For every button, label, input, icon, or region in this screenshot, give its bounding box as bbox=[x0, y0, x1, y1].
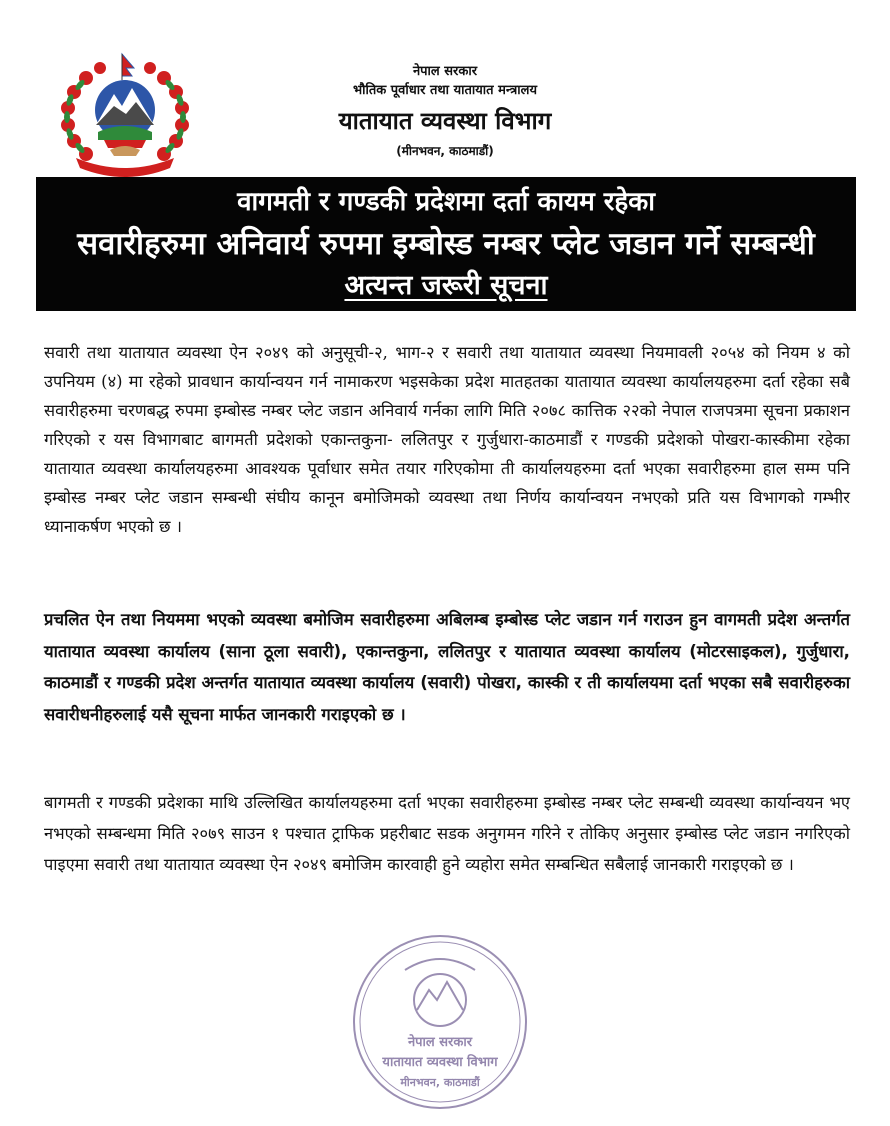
department-name: यातायात व्यवस्था विभाग bbox=[338, 107, 552, 135]
notice-title-banner bbox=[36, 177, 856, 311]
notice-paragraph-3: बागमती र गण्डकी प्रदेशका माथि उल्लिखित कार्यालयहरुमा दर्ता भएका सवारीहरुमा इम्बोस्ड नम्बर प्लेट सम्बन्धी व्यवस्था कार्यान्वयन भए नभएको सम्बन्धमा मिति २०७९ साउन १ पश्चात ट्राफिक प्रहरीबाट सडक अनुगमन गरिने र तोकिए अनुसार इम्बोस्ड प्लेट जडान नगरिएको पाइएमा सवारी तथा यातायात व्यवस्था ऐन २०४९ बमोजिम कारवाही हुने व्यहोरा समेत सम्बन्धित सबैलाई जानकारी गराइएको छ । bbox=[44, 793, 850, 874]
seal-line-3: मीनभवन, काठमाडौं bbox=[400, 1076, 480, 1089]
department-address: (मीनभवन, काठमाडौं) bbox=[396, 144, 494, 158]
government-name: नेपाल सरकार bbox=[412, 64, 478, 79]
department-seal-icon bbox=[345, 930, 535, 1120]
ministry-name: भौतिक पूर्वाधार तथा यातायात मन्त्रालय bbox=[352, 83, 537, 98]
letterhead bbox=[300, 62, 590, 162]
notice-paragraph-1: सवारी तथा यातायात व्यवस्था ऐन २०४९ को अनुसूची-२, भाग-२ र सवारी तथा यातायात व्यवस्था नियमावली २०५४ को नियम ४ को उपनियम (४) मा रहेको प्रावधान कार्यान्वयन गर्न नामाकरण भइसकेका प्रदेश मातहतका यातायात व्यवस्था कार्यालयहरुमा दर्ता रहेका सबै सवारीहरुमा चरणबद्ध रुपमा इम्बोस्ड नम्बर प्लेट जडान अनिवार्य गर्नका लागि मिति २०७८ कात्तिक २२को नेपाल राजपत्रमा सूचना प्रकाशन गरिएको र यस विभागबाट बागमती प्रदेशको एकान्तकुना- ललितपुर र गुर्जुधारा-काठमाडौं र गण्डकी प्रदेशको पोखरा-कास्कीमा रहेका यातायात व्यवस्था कार्यालयहरुमा आवश्यक पूर्वाधार समेत तयार गरिएकोमा ती कार्यालयहरुमा दर्ता भएका सवारीहरुमा हाल सम्म पनि इम्बोस्ड नम्बर प्लेट जडान सम्बन्धी संघीय कानून बमोजिमको व्यवस्था तथा निर्णय कार्यान्वयन नभएको प्रति यस विभागको गम्भीर ध्यानाकर्षण भएको छ । bbox=[44, 343, 850, 536]
notice-paragraph-2: प्रचलित ऐन तथा नियममा भएको व्यवस्था बमोजिम सवारीहरुमा अबिलम्ब इम्बोस्ड प्लेट जडान गर्न गराउन हुन वागमती प्रदेश अन्तर्गत यातायात व्यवस्था कार्यालय (साना ठूला सवारी), एकान्तकुना, ललितपुर र यातायात व्यवस्था कार्यालय (मोटरसाइकल), गुर्जुधारा, काठमाडौं र गण्डकी प्रदेश अन्तर्गत यातायात व्यवस्था कार्यालय (सवारी) पोखरा, कास्की र ती कार्यालयमा दर्ता भएका सबै सवारीहरुका सवारीधनीहरुलाई यसै सूचना मार्फत जानकारी गराइएको छ । bbox=[44, 610, 850, 724]
nepal-emblem-icon bbox=[56, 50, 194, 178]
seal-line-1: नेपाल सरकार bbox=[407, 1035, 473, 1050]
banner-line-3: अत्यन्त जरूरी सूचना bbox=[344, 270, 548, 301]
banner-line-2: सवारीहरुमा अनिवार्य रुपमा इम्बोस्ड नम्बर प्लेट जडान गर्ने सम्बन्धी bbox=[77, 226, 815, 262]
banner-line-1: वागमती र गण्डकी प्रदेशमा दर्ता कायम रहेका bbox=[237, 187, 655, 217]
seal-line-2: यातायात व्यवस्था विभाग bbox=[382, 1055, 498, 1070]
